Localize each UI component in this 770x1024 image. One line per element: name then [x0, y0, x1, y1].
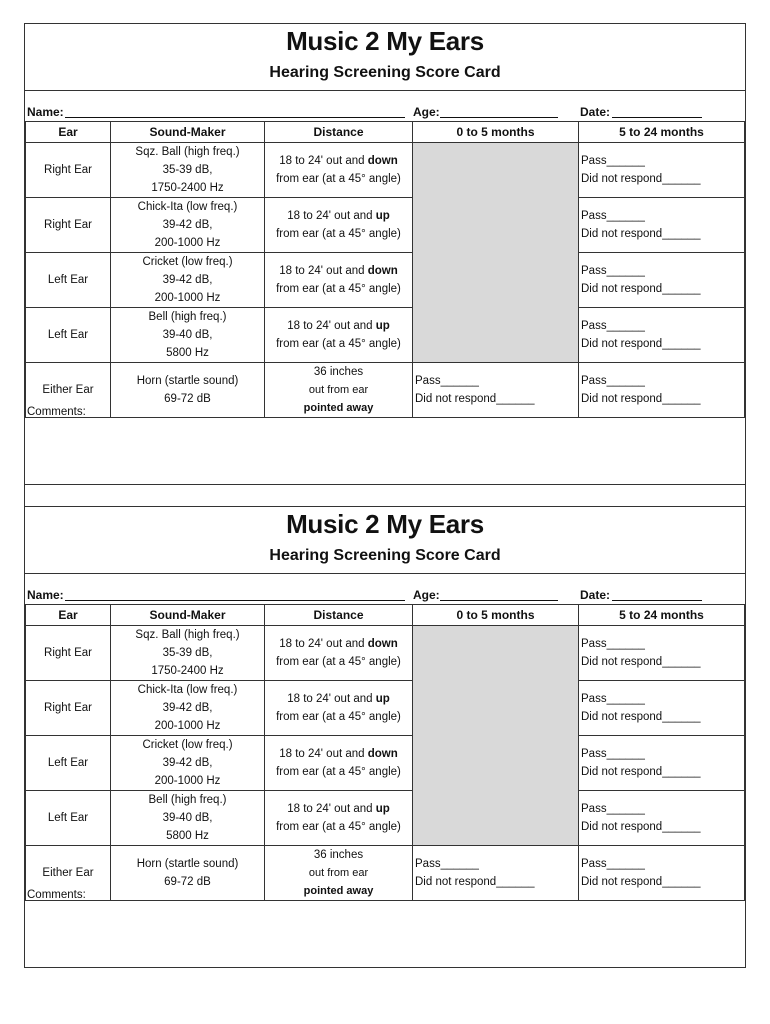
distance-direction: up — [375, 210, 390, 222]
comments-label: Comments: — [27, 406, 86, 418]
pass-field[interactable]: Pass______ — [581, 210, 645, 222]
sound-maker-cell — [111, 308, 265, 363]
header-5-to-24-months: 5 to 24 months — [579, 605, 745, 626]
distance-line — [265, 745, 412, 763]
header-sound-maker: Sound-Maker — [111, 122, 265, 143]
table-header-row — [26, 605, 745, 626]
sound-maker-line: 39-42 dB, — [162, 757, 213, 769]
shaded-cell-0-to-5 — [413, 143, 579, 363]
distance-line: 36 inches — [313, 366, 364, 378]
header-5-to-24-months: 5 to 24 months — [579, 122, 745, 143]
pass-field[interactable]: Pass______ — [581, 265, 645, 277]
did-not-respond-field[interactable]: Did not respond______ — [581, 228, 701, 240]
info-row — [25, 573, 745, 604]
sound-maker-cell — [111, 736, 265, 791]
distance-line — [265, 262, 412, 280]
ear-cell: Right Ear — [26, 681, 111, 736]
shaded-cell-0-to-5 — [413, 626, 579, 846]
result-cell-5-to-24[interactable] — [579, 626, 745, 681]
ear-cell: Left Ear — [26, 308, 111, 363]
name-label: Name: — [27, 588, 64, 602]
sound-maker-cell — [111, 626, 265, 681]
distance-cell — [265, 736, 413, 791]
sound-maker-cell — [111, 143, 265, 198]
sound-maker-line: 200-1000 Hz — [154, 237, 221, 249]
distance-line — [265, 152, 412, 170]
age-label: Age: — [413, 588, 440, 602]
distance-cell — [265, 143, 413, 198]
did-not-respond-field[interactable]: Did not respond______ — [581, 711, 701, 723]
ear-cell: Right Ear — [26, 198, 111, 253]
distance-angle: from ear (at a 45° angle) — [276, 283, 401, 295]
distance-line — [265, 317, 412, 335]
distance-angle: from ear (at a 45° angle) — [276, 766, 401, 778]
distance-direction: up — [375, 803, 390, 815]
sound-maker-line: 1750-2400 Hz — [151, 182, 224, 194]
date-label: Date: — [580, 105, 611, 119]
pass-field[interactable]: Pass______ — [581, 748, 645, 760]
ear-cell: Either Ear — [26, 846, 111, 901]
ear-cell: Right Ear — [26, 143, 111, 198]
pass-field[interactable]: Pass______ — [581, 375, 645, 387]
pass-field[interactable]: Pass______ — [581, 155, 645, 167]
distance-cell — [265, 308, 413, 363]
date-field[interactable] — [612, 117, 702, 118]
distance-direction: down — [367, 748, 398, 760]
result-cell-5-to-24[interactable] — [579, 681, 745, 736]
distance-cell — [265, 681, 413, 736]
ear-cell: Right Ear — [26, 626, 111, 681]
header-distance: Distance — [265, 122, 413, 143]
did-not-respond-field[interactable]: Did not respond______ — [581, 283, 701, 295]
distance-cell — [265, 253, 413, 308]
result-cell-5-to-24[interactable] — [579, 143, 745, 198]
sound-maker-line: Cricket (low freq.) — [142, 739, 233, 751]
name-field[interactable] — [65, 600, 405, 601]
sound-maker-line: 5800 Hz — [166, 830, 209, 842]
did-not-respond-field[interactable]: Did not respond______ — [581, 393, 701, 405]
header-distance: Distance — [265, 605, 413, 626]
card-header — [25, 507, 745, 574]
distance-direction: down — [367, 638, 398, 650]
sound-maker-line: 39-40 dB, — [162, 812, 213, 824]
sound-maker-cell — [111, 198, 265, 253]
pass-field[interactable]: Pass______ — [581, 693, 645, 705]
card-title: Music 2 My Ears — [286, 26, 484, 56]
distance-angle: from ear (at a 45° angle) — [276, 656, 401, 668]
comments-box[interactable] — [25, 887, 745, 969]
distance-text: 18 to 24' out and — [287, 693, 376, 705]
age-field[interactable] — [440, 600, 558, 601]
header-0-to-5-months: 0 to 5 months — [413, 122, 579, 143]
sound-maker-line: 69-72 dB — [164, 876, 211, 888]
sound-maker-line: 200-1000 Hz — [154, 720, 221, 732]
sound-maker-line: Cricket (low freq.) — [142, 256, 233, 268]
header-0-to-5-months: 0 to 5 months — [413, 605, 579, 626]
distance-cell — [265, 626, 413, 681]
header-sound-maker: Sound-Maker — [111, 605, 265, 626]
age-field[interactable] — [440, 117, 558, 118]
header-ear: Ear — [26, 122, 111, 143]
did-not-respond-field[interactable]: Did not respond______ — [415, 876, 535, 888]
distance-direction: down — [367, 155, 398, 167]
sound-maker-line: 35-39 dB, — [162, 647, 213, 659]
info-row — [25, 90, 745, 121]
sound-maker-line: Chick-Ita (low freq.) — [137, 201, 238, 213]
distance-direction: up — [375, 320, 390, 332]
distance-text: 18 to 24' out and — [287, 803, 376, 815]
table-row — [26, 736, 745, 791]
pass-field[interactable]: Pass______ — [581, 320, 645, 332]
did-not-respond-field[interactable]: Did not respond______ — [581, 766, 701, 778]
distance-direction: pointed away — [303, 885, 374, 897]
distance-line: 36 inches — [313, 849, 364, 861]
sound-maker-cell — [111, 791, 265, 846]
comments-box[interactable] — [25, 404, 745, 486]
did-not-respond-field[interactable]: Did not respond______ — [415, 393, 535, 405]
result-cell-5-to-24[interactable] — [579, 253, 745, 308]
ear-cell: Left Ear — [26, 253, 111, 308]
sound-maker-line: 39-42 dB, — [162, 274, 213, 286]
sound-maker-line: Horn (startle sound) — [136, 375, 239, 387]
header-ear: Ear — [26, 605, 111, 626]
distance-angle: from ear (at a 45° angle) — [276, 711, 401, 723]
result-cell-5-to-24[interactable] — [579, 736, 745, 791]
result-cell-5-to-24[interactable] — [579, 198, 745, 253]
distance-angle: from ear (at a 45° angle) — [276, 338, 401, 350]
distance-angle: from ear (at a 45° angle) — [276, 173, 401, 185]
card-header — [25, 24, 745, 91]
sound-maker-line: Sqz. Ball (high freq.) — [135, 629, 240, 641]
date-label: Date: — [580, 588, 611, 602]
distance-direction: pointed away — [303, 402, 374, 414]
sound-maker-line: Horn (startle sound) — [136, 858, 239, 870]
sound-maker-line: 200-1000 Hz — [154, 292, 221, 304]
distance-angle: from ear (at a 45° angle) — [276, 228, 401, 240]
pass-field[interactable]: Pass______ — [581, 858, 645, 870]
score-table — [25, 121, 745, 418]
sound-maker-line: 39-42 dB, — [162, 702, 213, 714]
distance-line — [265, 635, 412, 653]
distance-line: out from ear — [308, 384, 369, 396]
table-row — [26, 253, 745, 308]
distance-text: 18 to 24' out and — [279, 638, 368, 650]
card-subtitle: Hearing Screening Score Card — [269, 547, 501, 564]
sound-maker-line: Sqz. Ball (high freq.) — [135, 146, 240, 158]
distance-cell — [265, 198, 413, 253]
date-field[interactable] — [612, 600, 702, 601]
result-cell-5-to-24[interactable] — [579, 791, 745, 846]
sound-maker-line: 35-39 dB, — [162, 164, 213, 176]
sound-maker-line: 39-40 dB, — [162, 329, 213, 341]
sound-maker-line: 39-42 dB, — [162, 219, 213, 231]
pass-field[interactable]: Pass______ — [415, 375, 479, 387]
pass-field[interactable]: Pass______ — [581, 803, 645, 815]
table-row — [26, 308, 745, 363]
card-subtitle: Hearing Screening Score Card — [269, 64, 501, 81]
distance-cell — [265, 791, 413, 846]
table-row — [26, 626, 745, 681]
table-row — [26, 681, 745, 736]
sound-maker-line: 5800 Hz — [166, 347, 209, 359]
pass-field[interactable]: Pass______ — [581, 638, 645, 650]
sound-maker-line: Bell (high freq.) — [148, 794, 227, 806]
did-not-respond-field[interactable]: Did not respond______ — [581, 656, 701, 668]
table-row — [26, 198, 745, 253]
score-card-top — [24, 23, 746, 485]
comments-label: Comments: — [27, 889, 86, 901]
table-row — [26, 143, 745, 198]
did-not-respond-field[interactable]: Did not respond______ — [581, 173, 701, 185]
table-header-row — [26, 122, 745, 143]
distance-text: 18 to 24' out and — [287, 210, 376, 222]
distance-line: out from ear — [308, 867, 369, 879]
distance-angle: from ear (at a 45° angle) — [276, 821, 401, 833]
ear-cell: Left Ear — [26, 791, 111, 846]
score-card-bottom — [24, 506, 746, 968]
distance-text: 18 to 24' out and — [287, 320, 376, 332]
age-label: Age: — [413, 105, 440, 119]
sound-maker-line: Chick-Ita (low freq.) — [137, 684, 238, 696]
sound-maker-line: 1750-2400 Hz — [151, 665, 224, 677]
pass-field[interactable]: Pass______ — [415, 858, 479, 870]
distance-line — [265, 207, 412, 225]
result-cell-5-to-24[interactable] — [579, 308, 745, 363]
sound-maker-cell — [111, 253, 265, 308]
distance-line — [265, 690, 412, 708]
sound-maker-cell — [111, 681, 265, 736]
distance-text: 18 to 24' out and — [279, 265, 368, 277]
ear-cell: Either Ear — [26, 363, 111, 418]
card-title: Music 2 My Ears — [286, 509, 484, 539]
did-not-respond-field[interactable]: Did not respond______ — [581, 338, 701, 350]
distance-text: 18 to 24' out and — [279, 155, 368, 167]
name-field[interactable] — [65, 117, 405, 118]
sound-maker-line: Bell (high freq.) — [148, 311, 227, 323]
distance-line — [265, 800, 412, 818]
sound-maker-line: 69-72 dB — [164, 393, 211, 405]
table-row — [26, 791, 745, 846]
distance-direction: down — [367, 265, 398, 277]
score-table — [25, 604, 745, 901]
sound-maker-line: 200-1000 Hz — [154, 775, 221, 787]
distance-text: 18 to 24' out and — [279, 748, 368, 760]
name-label: Name: — [27, 105, 64, 119]
did-not-respond-field[interactable]: Did not respond______ — [581, 876, 701, 888]
ear-cell: Left Ear — [26, 736, 111, 791]
did-not-respond-field[interactable]: Did not respond______ — [581, 821, 701, 833]
card-separator — [24, 484, 746, 507]
distance-direction: up — [375, 693, 390, 705]
